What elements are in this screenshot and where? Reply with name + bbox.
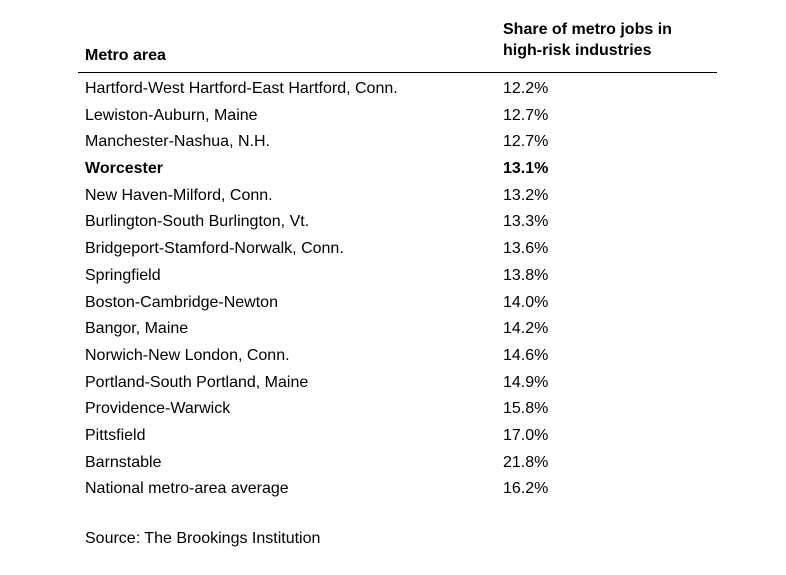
metro-area-cell: Bangor, Maine bbox=[85, 320, 189, 338]
metro-area-cell: Barnstable bbox=[85, 453, 162, 471]
table-row bbox=[78, 369, 717, 396]
table-row bbox=[78, 475, 717, 502]
share-cell: 13.8% bbox=[503, 266, 549, 284]
share-cell: 16.2% bbox=[503, 480, 549, 498]
table-body bbox=[78, 75, 717, 502]
metro-area-cell: Providence-Warwick bbox=[85, 400, 231, 418]
metro-area-cell: Worcester bbox=[85, 160, 163, 178]
table-row bbox=[78, 289, 717, 316]
table-header-row bbox=[78, 16, 717, 73]
table-row bbox=[78, 208, 717, 235]
share-cell: 14.9% bbox=[503, 373, 549, 391]
table-row bbox=[78, 75, 717, 102]
table-row bbox=[78, 182, 717, 209]
table-row bbox=[78, 235, 717, 262]
table-row bbox=[78, 449, 717, 476]
share-cell: 14.0% bbox=[503, 293, 549, 311]
metro-area-cell: Burlington-South Burlington, Vt. bbox=[85, 213, 310, 231]
metro-area-cell: Pittsfield bbox=[85, 426, 146, 444]
metro-area-cell: Hartford-West Hartford-East Hartford, Conn. bbox=[85, 80, 398, 97]
metro-area-cell: National metro-area average bbox=[85, 480, 289, 498]
source-note: Source: The Brookings Institution bbox=[85, 530, 321, 547]
share-cell: 14.6% bbox=[503, 346, 549, 364]
share-cell: 13.3% bbox=[503, 213, 549, 231]
share-cell: 12.7% bbox=[503, 133, 549, 151]
share-cell: 14.2% bbox=[503, 320, 549, 338]
table-row bbox=[78, 315, 717, 342]
metro-area-cell: Lewiston-Auburn, Maine bbox=[85, 106, 258, 124]
share-cell: 17.0% bbox=[503, 426, 549, 444]
metro-area-column-header: Metro area bbox=[85, 47, 166, 64]
share-column-header: Share of metro jobs in high-risk industries bbox=[503, 21, 672, 59]
metro-area-cell: Norwich-New London, Conn. bbox=[85, 346, 290, 364]
share-cell: 12.7% bbox=[503, 106, 549, 124]
share-cell: 13.2% bbox=[503, 186, 549, 204]
share-cell: 21.8% bbox=[503, 453, 549, 471]
table-row bbox=[78, 128, 717, 155]
metro-area-cell: Boston-Cambridge-Newton bbox=[85, 293, 278, 311]
metro-area-cell: New Haven-Milford, Conn. bbox=[85, 186, 273, 204]
table-row bbox=[78, 262, 717, 289]
table-row bbox=[78, 342, 717, 369]
metro-area-cell: Springfield bbox=[85, 266, 161, 284]
data-table bbox=[78, 16, 717, 502]
table-row bbox=[78, 395, 717, 422]
metro-area-cell: Portland-South Portland, Maine bbox=[85, 373, 309, 391]
table-row bbox=[78, 422, 717, 449]
metro-area-cell: Bridgeport-Stamford-Norwalk, Conn. bbox=[85, 240, 344, 258]
table-row bbox=[78, 102, 717, 129]
metro-area-cell: Manchester-Nashua, N.H. bbox=[85, 133, 270, 151]
share-cell: 13.1% bbox=[503, 160, 549, 178]
table-row bbox=[78, 155, 717, 182]
share-cell: 15.8% bbox=[503, 400, 549, 418]
share-cell: 12.2% bbox=[503, 80, 549, 97]
share-cell: 13.6% bbox=[503, 240, 549, 258]
